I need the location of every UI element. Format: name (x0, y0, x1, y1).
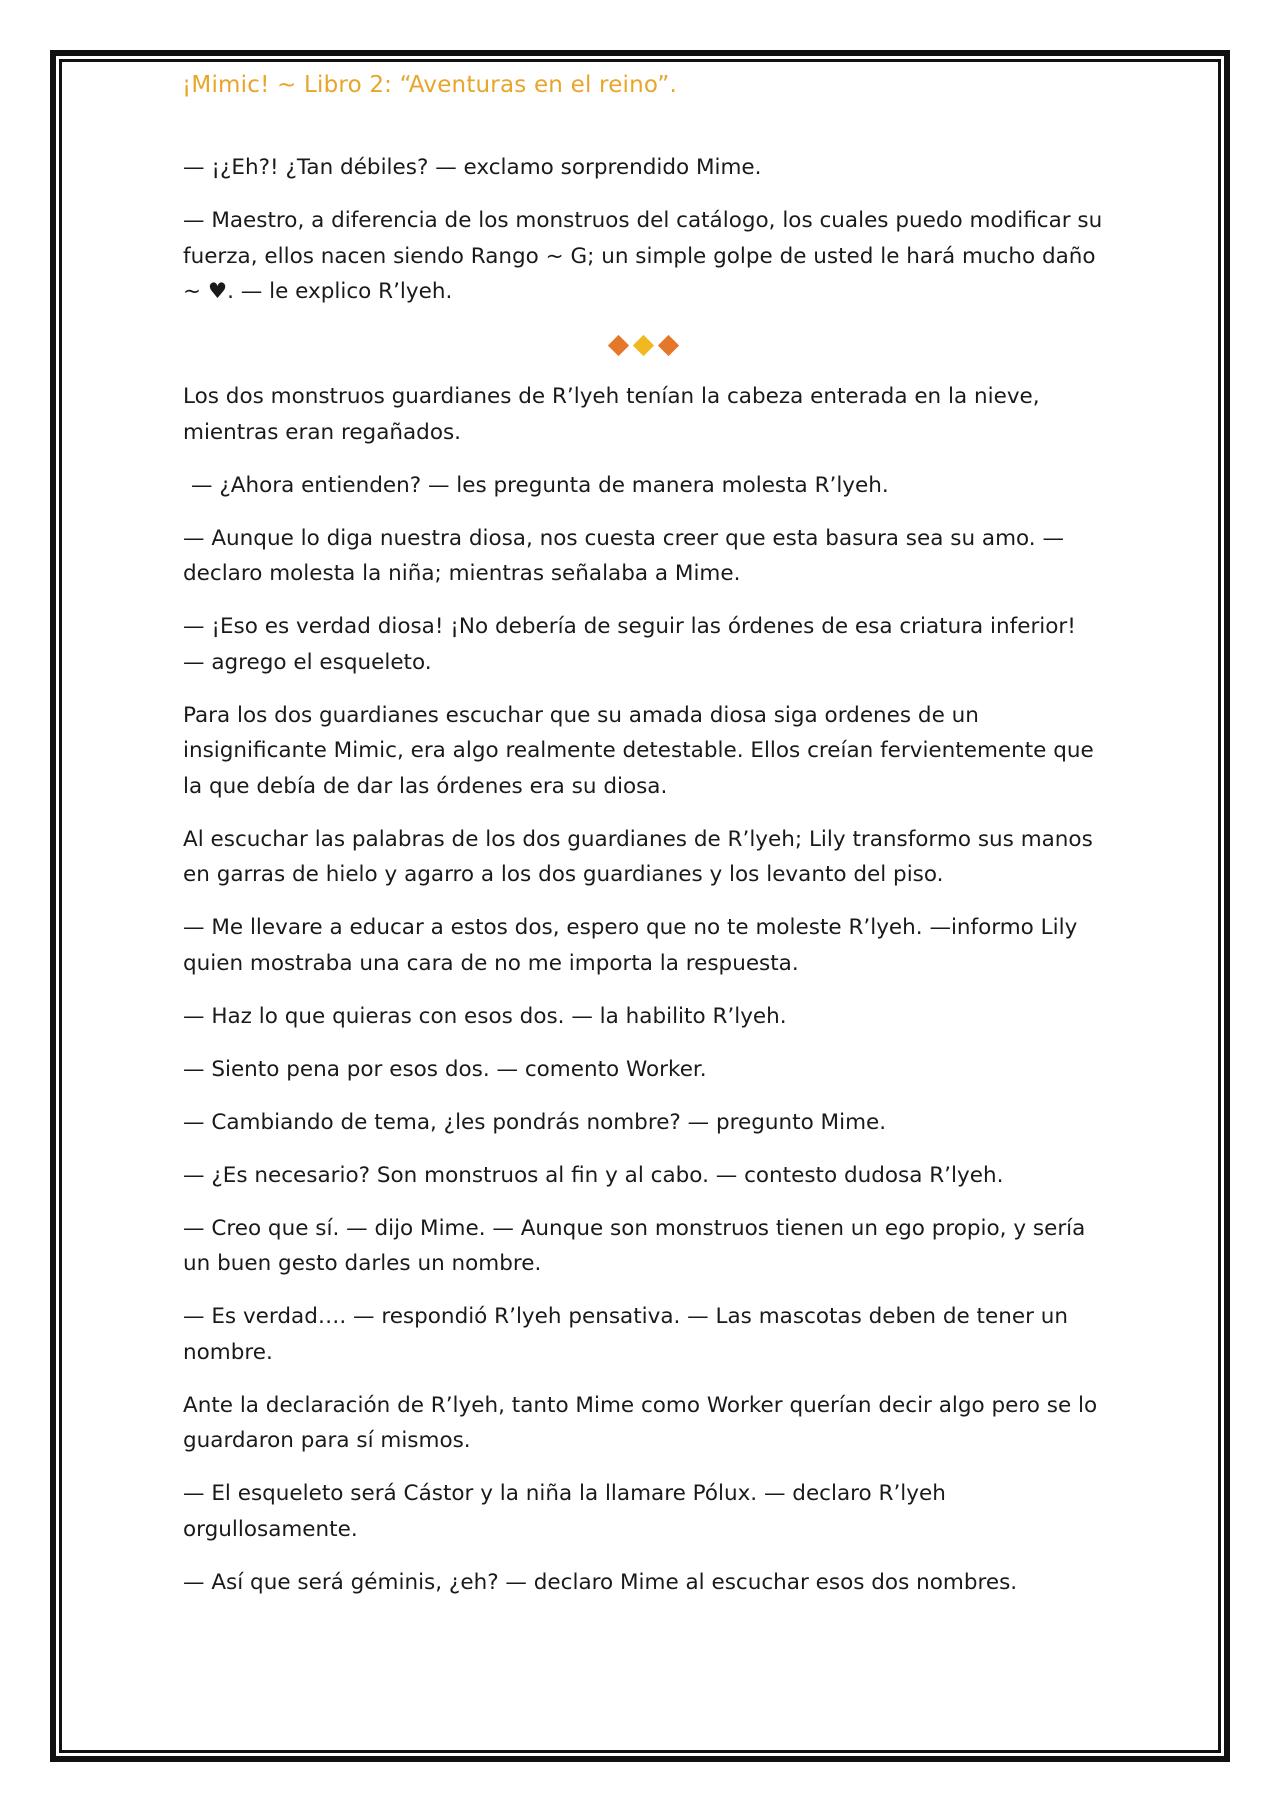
paragraph: Ante la declaración de R’lyeh, tanto Mime como Worker querían decir algo pero se lo guardaron para sí mismos. (183, 1392, 1098, 1453)
paragraph: Los dos monstruos guardianes de R’lyeh tenían la cabeza enterada en la nieve, mientras eran regañados. (183, 384, 1040, 445)
running-header: ¡Mimic! ~ Libro 2: “Aventuras en el reino”. (182, 72, 677, 98)
paragraph: — Maestro, a diferencia de los monstruos del catálogo, los cuales puedo modificar su fuerza, ellos nacen siendo Rango ~ G; un simple golpe de usted le hará mucho daño ~ ♥. — le explico R’lyeh. (183, 208, 1103, 304)
paragraph: — Aunque lo diga nuestra diosa, nos cuesta creer que esta basura sea su amo. — declaro molesta la niña; mientras señalaba a Mime. (183, 525, 1064, 586)
paragraph: — El esqueleto será Cástor y la niña la llamare Pólux. — declaro R’lyeh orgullosamente. (183, 1481, 946, 1542)
page-body (183, 150, 1103, 1618)
paragraph: — Es verdad…. — respondió R’lyeh pensativa. — Las mascotas deben de tener un nombre. (183, 1304, 1068, 1365)
paragraph: — Así que será géminis, ¿eh? — declaro Mime al escuchar esos dos nombres. (183, 1569, 1018, 1595)
paragraph: — Siento pena por esos dos. — comento Worker. (183, 1056, 707, 1082)
paragraph: — Creo que sí. — dijo Mime. — Aunque son monstruos tienen un ego propio, y sería un buen gesto darles un nombre. (183, 1215, 1086, 1276)
diamond-icon (607, 334, 628, 355)
paragraph: — ¡Eso es verdad diosa! ¡No debería de seguir las órdenes de esa criatura inferior! — agrego el esqueleto. (183, 614, 1076, 675)
paragraph: — Me llevare a educar a estos dos, espero que no te moleste R’lyeh. —informo Lily quien mostraba una cara de no me importa la respuesta. (183, 915, 1078, 976)
paragraph: — ¿Ahora entienden? — les pregunta de manera molesta R’lyeh. (191, 472, 889, 498)
paragraph: — Haz lo que quieras con esos dos. — la habilito R’lyeh. (183, 1003, 787, 1029)
paragraph: — ¡¿Eh?! ¿Tan débiles? — exclamo sorprendido Mime. (183, 155, 762, 180)
paragraph: Para los dos guardianes escuchar que su amada diosa siga ordenes de un insignificante Mimic, era algo realmente detestable. Ellos creían fervientemente que la que debía de dar las órdenes era su diosa. (183, 702, 1094, 799)
paragraph: — ¿Es necesario? Son monstruos al fin y al cabo. — contesto dudosa R’lyeh. (183, 1162, 1004, 1188)
diamond-icon (632, 334, 653, 355)
diamond-icon (657, 334, 678, 355)
scene-break-divider (183, 327, 1103, 363)
paragraph: Al escuchar las palabras de los dos guardianes de R’lyeh; Lily transformo sus manos en garras de hielo y agarro a los dos guardianes y los levanto del piso. (183, 826, 1093, 887)
paragraph: — Cambiando de tema, ¿les pondrás nombre? — pregunto Mime. (183, 1109, 887, 1135)
